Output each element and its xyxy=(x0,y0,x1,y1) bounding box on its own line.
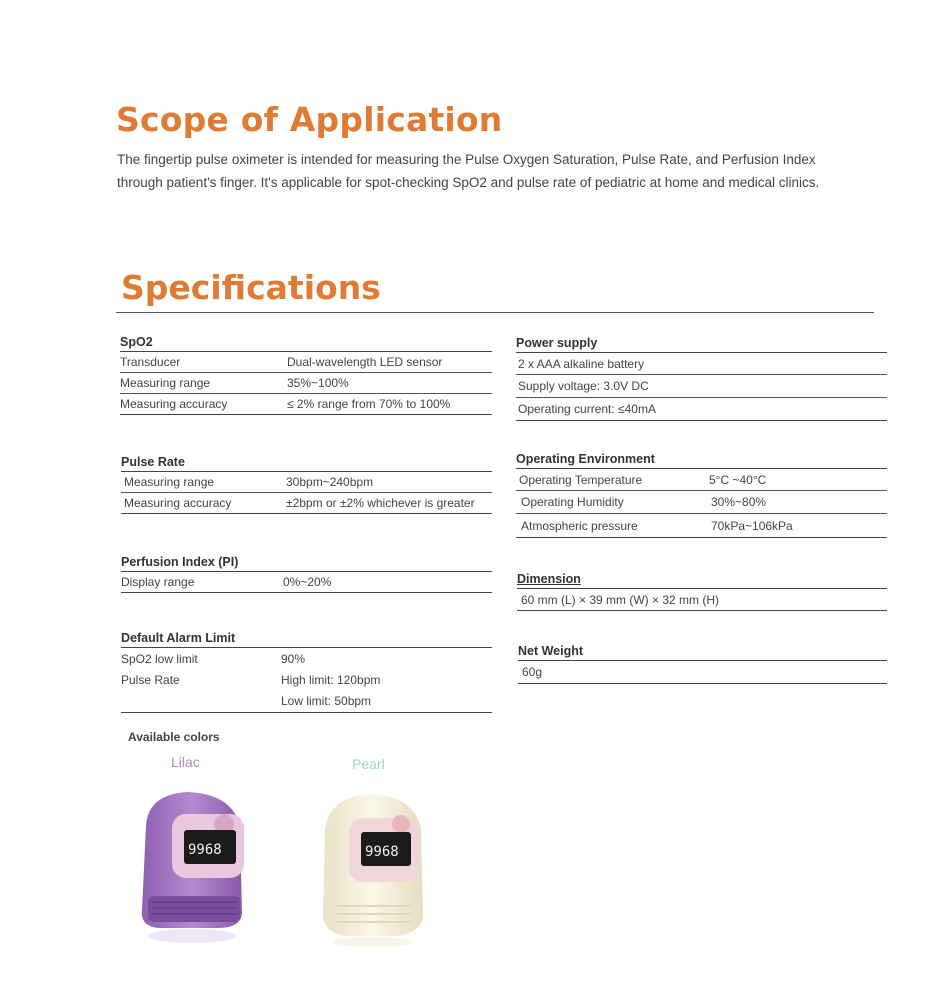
lilac-oximeter-image xyxy=(128,786,256,946)
spec-label: Measuring range xyxy=(124,475,215,489)
spec-row xyxy=(516,398,887,421)
scope-line-1: The fingertip pulse oximeter is intended for measuring the Pulse Oxygen Saturation, Pulse Rate, and Perfusion Index xyxy=(117,152,816,167)
spec-value: 30bpm~240bpm xyxy=(286,475,374,489)
spec-label: Operating Humidity xyxy=(521,495,624,509)
spec-label: Operating Temperature xyxy=(519,472,643,487)
lilac-display-reading: 9968 xyxy=(188,842,222,858)
pulse-rate-section xyxy=(121,455,492,514)
spec-label: Atmospheric pressure xyxy=(521,518,638,533)
scope-title: Scope of Application xyxy=(116,100,503,139)
spec-value: 35%~100% xyxy=(287,376,349,390)
scope-line-2: through patient's finger. It's applicable for spot-checking SpO2 and pulse rate of pediatric at home and medical clinics. xyxy=(117,175,820,190)
spec-row xyxy=(121,493,492,514)
spec-value: 2 x AAA alkaline battery xyxy=(518,356,645,371)
spec-value: Dual-wavelength LED sensor xyxy=(287,355,443,369)
spec-row xyxy=(516,375,887,398)
title-divider xyxy=(116,312,874,313)
spec-value: Supply voltage: 3.0V DC xyxy=(518,379,649,393)
spec-row xyxy=(120,373,492,394)
spec-label: Display range xyxy=(121,575,195,589)
spec-value: 5°C ~40°C xyxy=(709,472,767,487)
spec-row xyxy=(121,572,492,593)
pearl-label: Pearl xyxy=(352,756,385,772)
spec-label: Measuring accuracy xyxy=(124,496,232,510)
spec-value: ±2bpm or ±2% whichever is greater xyxy=(286,496,475,510)
spec-label: SpO2 low limit xyxy=(121,651,198,666)
spec-row xyxy=(121,648,492,669)
spec-label: Transducer xyxy=(120,355,181,369)
spec-label: Measuring accuracy xyxy=(120,397,228,411)
spo2-heading: SpO2 xyxy=(120,335,492,352)
spec-value: Low limit: 50bpm xyxy=(281,694,372,708)
pulse-rate-heading: Pulse Rate xyxy=(121,455,492,472)
available-colors-label: Available colors xyxy=(128,730,220,744)
spec-label: Measuring range xyxy=(120,376,211,390)
spec-value: 0%~20% xyxy=(283,575,332,589)
power-supply-section xyxy=(516,336,887,421)
operating-environment-heading: Operating Environment xyxy=(516,452,887,469)
spec-value: 60g xyxy=(522,665,543,679)
specifications-title: Specifications xyxy=(121,268,381,307)
pearl-display-reading: 9968 xyxy=(365,844,399,860)
spec-row xyxy=(516,469,887,491)
dimension-section xyxy=(517,572,887,611)
spec-value: 70kPa~106kPa xyxy=(711,518,793,533)
perfusion-index-heading: Perfusion Index (PI) xyxy=(121,555,492,572)
spec-value: 60 mm (L) × 39 mm (W) × 32 mm (H) xyxy=(521,592,720,607)
lilac-label: Lilac xyxy=(171,754,200,770)
spec-row xyxy=(120,352,492,373)
spec-row xyxy=(121,472,492,493)
spec-row xyxy=(120,394,492,415)
spec-row xyxy=(518,661,887,684)
net-weight-section xyxy=(518,644,887,684)
pearl-oximeter-image xyxy=(315,788,430,948)
perfusion-index-section xyxy=(121,555,492,593)
spec-label: Pulse Rate xyxy=(121,672,180,687)
power-supply-heading: Power supply xyxy=(516,336,887,353)
spec-value: Operating current: ≤40mA xyxy=(518,402,656,416)
spec-row xyxy=(516,353,887,375)
spec-row xyxy=(121,690,492,713)
spec-row xyxy=(516,491,887,514)
spec-row xyxy=(516,514,887,538)
spec-value: 90% xyxy=(281,651,306,666)
spec-value: High limit: 120bpm xyxy=(281,672,381,687)
spec-row xyxy=(517,589,887,611)
spec-value: 30%~80% xyxy=(711,495,767,509)
alarm-limit-heading: Default Alarm Limit xyxy=(121,631,492,648)
alarm-limit-section xyxy=(121,631,492,713)
spec-value: ≤ 2% range from 70% to 100% xyxy=(287,397,451,411)
net-weight-heading: Net Weight xyxy=(518,644,887,661)
spec-row xyxy=(121,669,492,690)
dimension-heading: Dimension xyxy=(517,572,887,589)
spo2-section xyxy=(120,335,492,415)
operating-environment-section xyxy=(516,452,887,538)
scope-description xyxy=(117,148,932,194)
